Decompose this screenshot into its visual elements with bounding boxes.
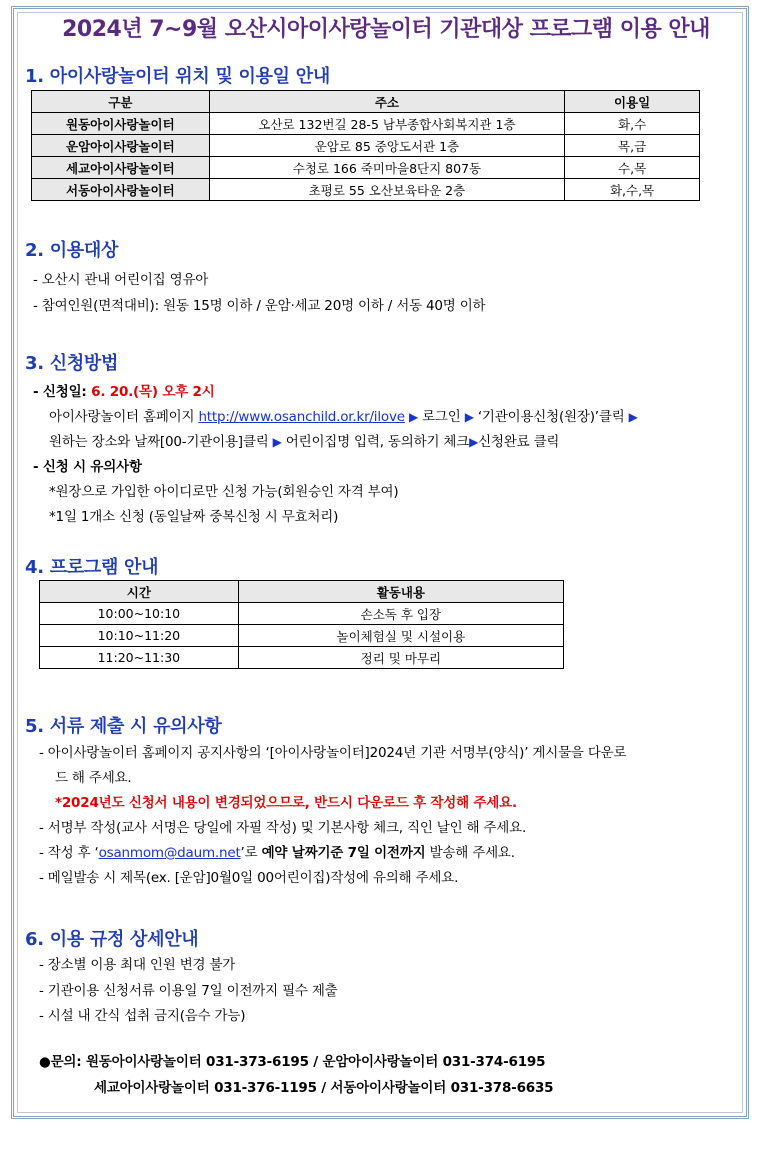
table-row (40, 647, 564, 669)
arrow-right-icon: ▶ (408, 410, 418, 424)
section6-heading: 6. 이용 규정 상세안내 (25, 929, 199, 950)
location-days: 수,목 (565, 157, 700, 179)
table-row (32, 179, 700, 201)
step-prefix: 아이사랑놀이터 홈페이지 (49, 409, 195, 425)
arrow-right-icon: ▶ (272, 435, 282, 449)
program-activity: 손소독 후 입장 (238, 603, 563, 625)
location-name: 운암아이사랑놀이터 (32, 135, 210, 157)
program-time: 11:20~11:30 (40, 647, 239, 669)
rule-line: - 장소별 이용 최대 인원 변경 불가 (39, 957, 236, 973)
doc-line-email (39, 841, 515, 861)
target-line: - 오산시 관내 어린이집 영유아 (33, 272, 209, 288)
doc-line: - 메일발송 시 제목(ex. [운암]0월0일 00어린이집)작성에 유의해 주세요. (39, 870, 459, 886)
apply-steps-line2 (49, 430, 559, 450)
rule-line: - 기관이용 신청서류 이용일 7일 이전까지 필수 제출 (39, 983, 338, 999)
target-line: - 참여인원(면적대비): 원동 15명 이하 / 운암·세교 20명 이하 / 서동 40명 이하 (33, 298, 486, 314)
program-activity: 놀이체험실 및 시설이용 (238, 625, 563, 647)
doc-line: - 서명부 작성(교사 서명은 당일에 자필 작성) 및 기본사항 체크, 직인 날인 해 주세요. (39, 820, 527, 836)
location-name: 서동아이사랑놀이터 (32, 179, 210, 201)
page-title: 2024년 7~9월 오산시아이사랑놀이터 기관대상 프로그램 이용 안내 (62, 17, 710, 42)
step-click: ‘기관이용신청(원장)’클릭 (477, 409, 625, 425)
notes-label: - 신청 시 유의사항 (33, 459, 142, 475)
location-days: 화,수,목 (565, 179, 700, 201)
location-name: 세교아이사랑놀이터 (32, 157, 210, 179)
program-activity: 정리 및 마무리 (238, 647, 563, 669)
apply-date-value: 6. 20.(목) 오후 2시 (91, 384, 215, 400)
col-header-days: 이용일 (565, 91, 700, 113)
location-address: 오산로 132번길 28-5 남부종합사회복지관 1층 (209, 113, 564, 135)
program-table (39, 580, 564, 669)
col-header-name: 구분 (32, 91, 210, 113)
doc-line: - 아이사랑놀이터 홈페이지 공지사항의 ‘[아이사랑놀이터]2024년 기관 서명부(양식)’ 게시물을 다운로 (39, 745, 627, 761)
doc-line-text: 발송해 주세요. (429, 845, 515, 861)
table-row (32, 157, 700, 179)
arrow-right-icon: ▶ (628, 410, 638, 424)
apply-date-label: - 신청일: (33, 384, 87, 400)
col-header-activity: 활동내용 (238, 581, 563, 603)
doc-line: 드 해 주세요. (55, 770, 132, 786)
note-line: *1일 1개소 신청 (동일날짜 중복신청 시 무효처리) (49, 509, 339, 525)
apply-date (33, 380, 215, 400)
contact-line: 세교아이사랑놀이터 031-376-1195 / 서동아이사랑놀이터 031-378-6635 (94, 1080, 554, 1096)
program-time: 10:00~10:10 (40, 603, 239, 625)
doc-warning: *2024년도 신청서 내용이 변경되었으므로, 반드시 다운로드 후 작성해 주세요. (55, 795, 517, 811)
location-days: 화,수 (565, 113, 700, 135)
doc-line-text: - 작성 후 ‘ (39, 845, 99, 861)
table-row (32, 113, 700, 135)
location-address: 초평로 55 오산보육타운 2층 (209, 179, 564, 201)
doc-line-text: ’로 (240, 845, 258, 861)
col-header-time: 시간 (40, 581, 239, 603)
location-address: 운암로 85 중앙도서관 1층 (209, 135, 564, 157)
arrow-right-icon: ▶ (464, 410, 474, 424)
table-row (40, 625, 564, 647)
step-complete: 신청완료 클릭 (478, 434, 560, 450)
program-time: 10:10~11:20 (40, 625, 239, 647)
deadline-text: 예약 날짜기준 7일 이전까지 (261, 845, 426, 861)
homepage-link[interactable]: http://www.osanchild.or.kr/ilove (198, 409, 405, 425)
table-row (32, 135, 700, 157)
section4-heading: 4. 프로그램 안내 (25, 557, 159, 578)
note-line: *원장으로 가입한 아이디로만 신청 가능(회원승인 자격 부여) (49, 484, 399, 500)
step-input: 어린이집명 입력, 동의하기 체크 (285, 434, 470, 450)
location-table (31, 90, 700, 201)
email-link[interactable]: osanmom@daum.net (98, 845, 241, 861)
section1-heading: 1. 아이사랑놀이터 위치 및 이용일 안내 (25, 66, 330, 87)
step-login: 로그인 (422, 409, 461, 425)
step-choose: 원하는 장소와 날짜[00-기관이용]클릭 (49, 434, 269, 450)
apply-steps-line1 (49, 405, 638, 425)
rule-line: - 시설 내 간식 섭취 금지(음수 가능) (39, 1008, 246, 1024)
col-header-address: 주소 (209, 91, 564, 113)
section2-heading: 2. 이용대상 (25, 240, 119, 261)
arrow-right-icon: ▶ (469, 435, 479, 449)
section3-heading: 3. 신청방법 (25, 353, 119, 374)
location-days: 목,금 (565, 135, 700, 157)
contact-line: ●문의: 원동아이사랑놀이터 031-373-6195 / 운암아이사랑놀이터 031-374-6195 (39, 1054, 546, 1070)
location-address: 수청로 166 죽미마을8단지 807동 (209, 157, 564, 179)
section5-heading: 5. 서류 제출 시 유의사항 (25, 716, 222, 737)
table-row (40, 603, 564, 625)
location-name: 원동아이사랑놀이터 (32, 113, 210, 135)
